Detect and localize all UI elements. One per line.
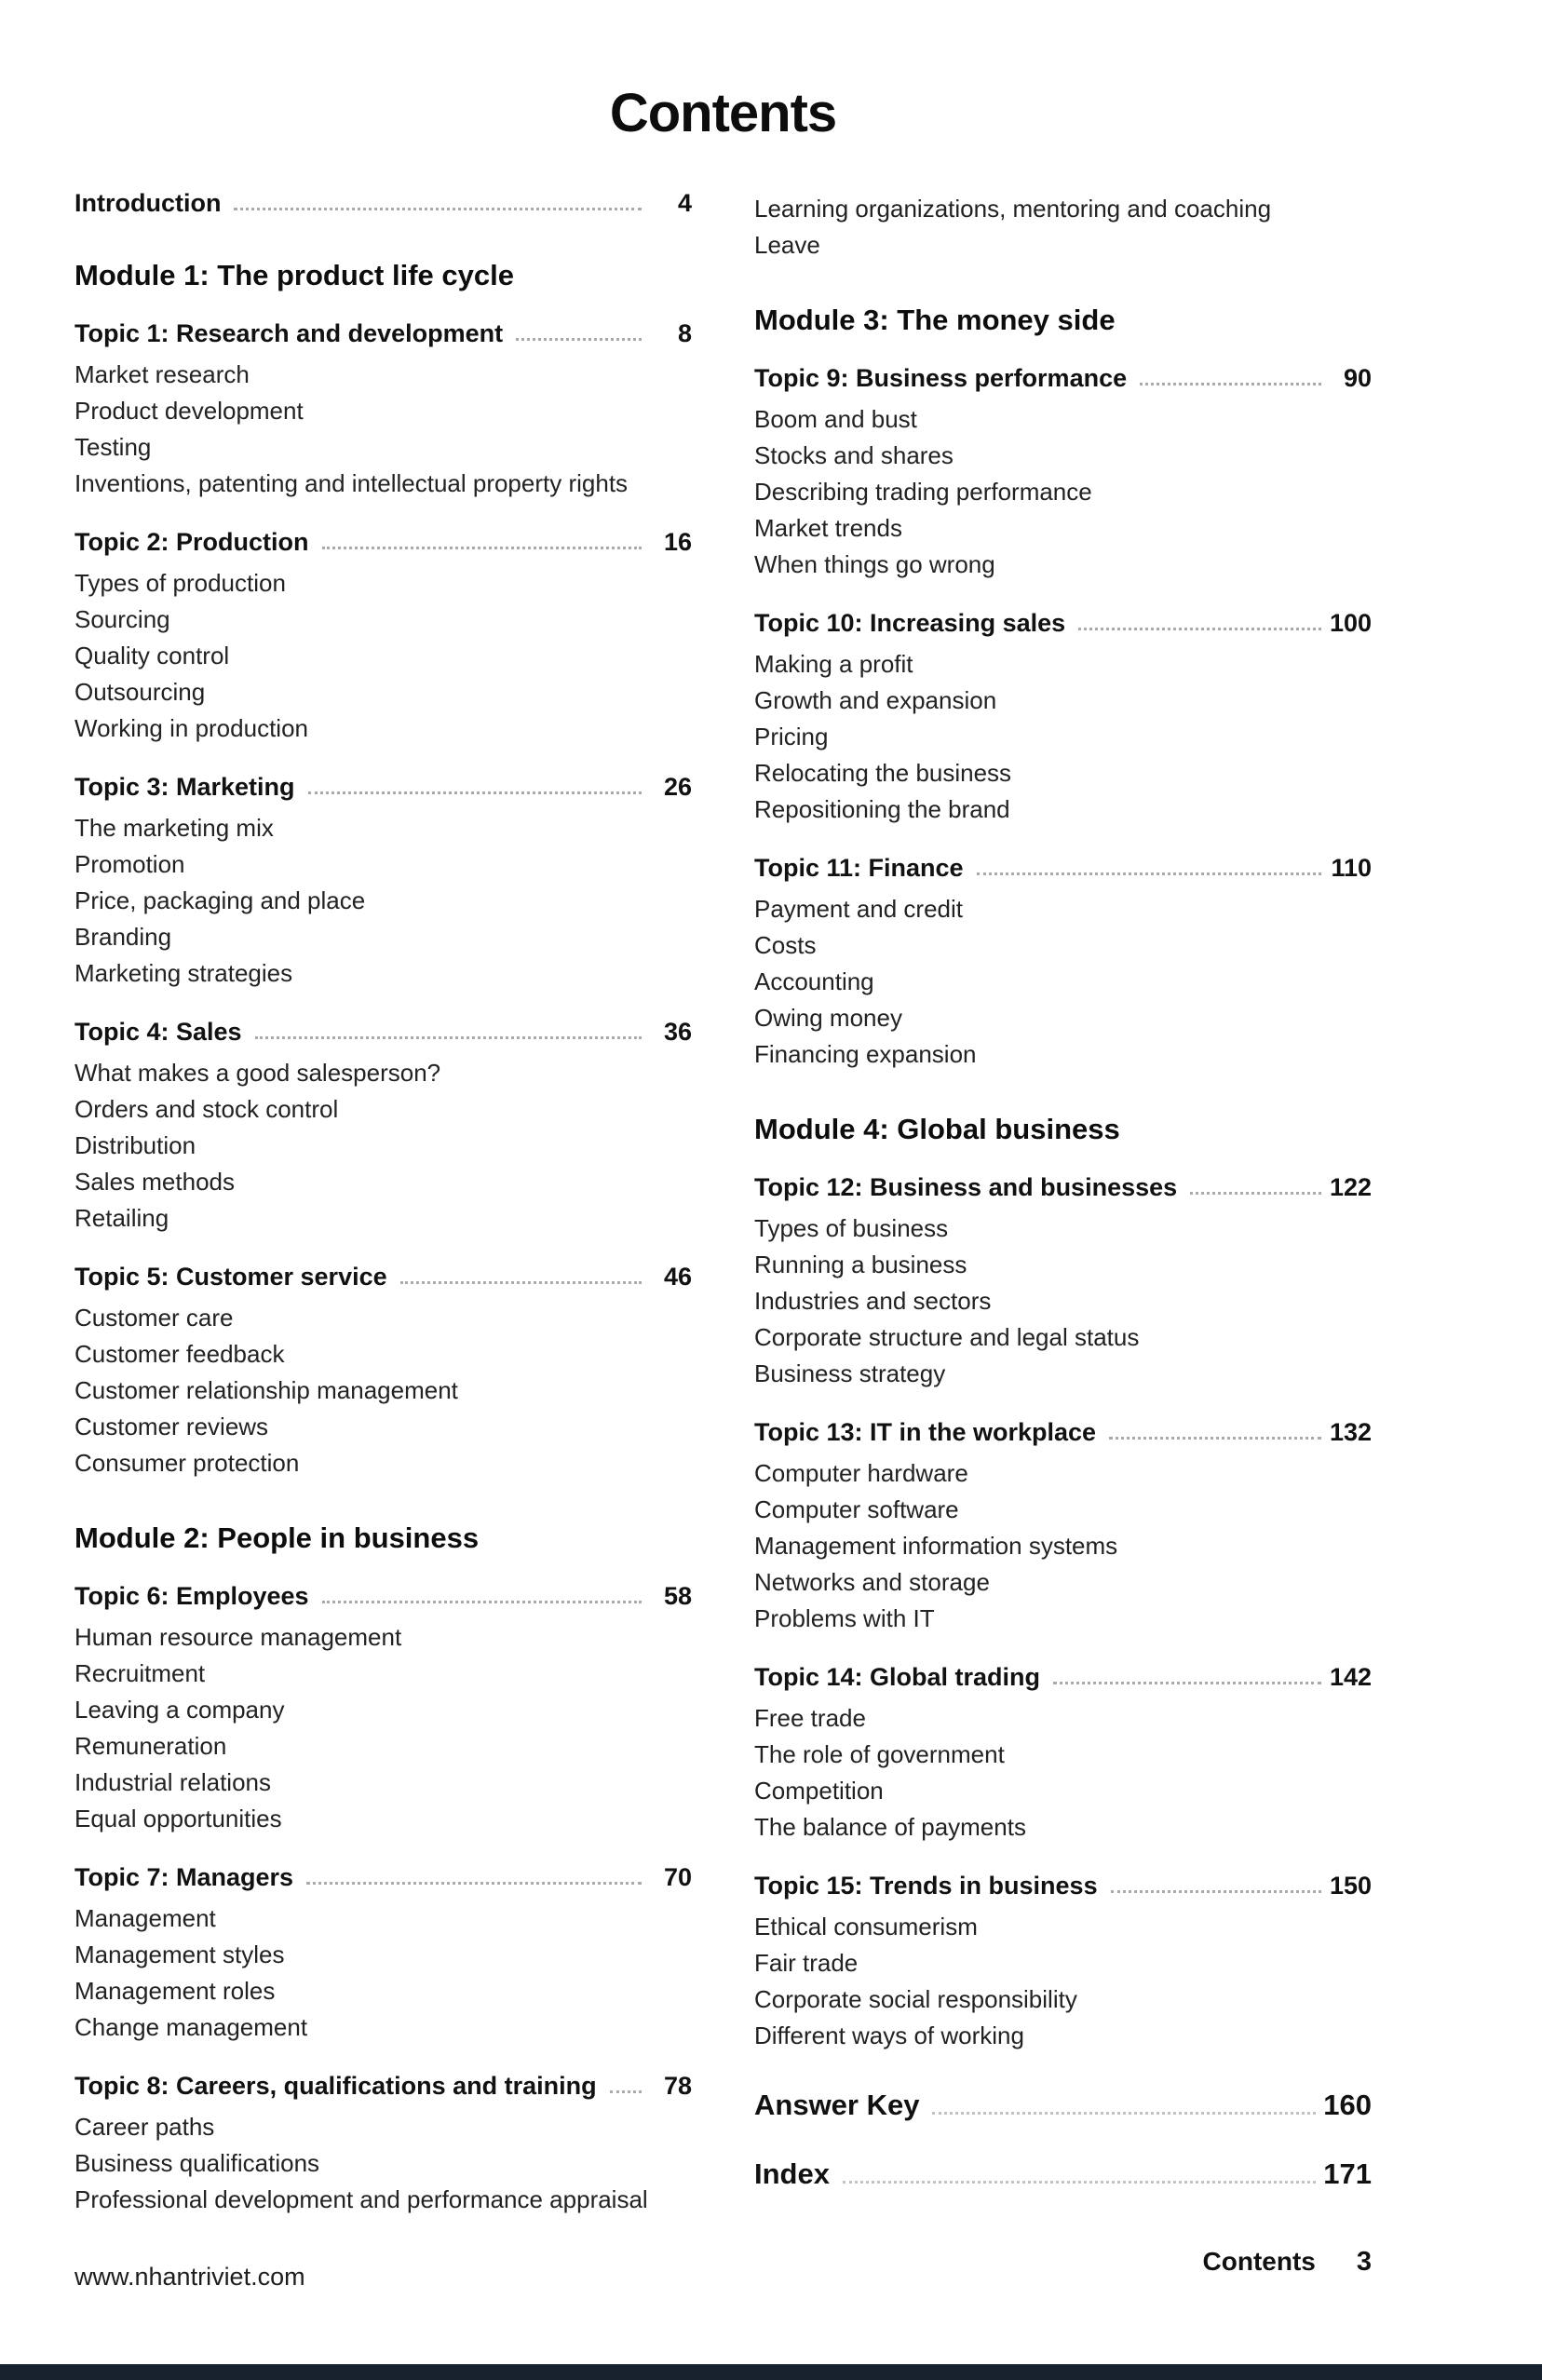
subtopic-item: What makes a good salesperson? xyxy=(74,1059,441,1087)
page-number: 78 xyxy=(663,2072,692,2100)
toc-entry-row xyxy=(74,1861,692,1893)
footer-page-number: 3 xyxy=(1356,2247,1372,2277)
subtopic-item: Change management xyxy=(74,2013,308,2041)
toc-entry-label: Topic 3: Marketing xyxy=(74,773,295,801)
subtopic-item: Payment and credit xyxy=(754,895,964,923)
subtopic-list xyxy=(754,1909,1372,2054)
subtopic-list xyxy=(74,1900,692,2046)
subtopic-item: Relocating the business xyxy=(754,759,1012,787)
toc-entry-label: Topic 15: Trends in business xyxy=(754,1872,1098,1900)
subtopic-item: Inventions, patenting and intellectual property rights xyxy=(74,469,629,497)
toc-entry-label: Topic 8: Careers, qualifications and training xyxy=(74,2072,597,2100)
subtopic-item: Industries and sectors xyxy=(754,1287,992,1315)
subtopic-item: Sourcing xyxy=(74,605,170,633)
dotted-leader xyxy=(306,1882,642,1885)
page-number: 171 xyxy=(1323,2157,1372,2190)
toc-entry-row xyxy=(754,607,1372,639)
subtopic-list xyxy=(754,1455,1372,1637)
toc-entry-label: Topic 10: Increasing sales xyxy=(754,609,1066,637)
subtopic-item: Business strategy xyxy=(754,1359,946,1387)
page-number: 160 xyxy=(1323,2089,1372,2121)
toc-entry-label: Topic 12: Business and businesses xyxy=(754,1173,1178,1201)
subtopic-item: Sales methods xyxy=(74,1168,235,1196)
subtopic-item: Describing trading performance xyxy=(754,478,1092,506)
subtopic-item: Making a profit xyxy=(754,650,913,678)
module-heading: Module 4: Global business xyxy=(754,1113,1120,1145)
subtopic-item: Promotion xyxy=(74,850,185,878)
subtopic-item: Management roles xyxy=(74,1977,276,2005)
subtopic-list xyxy=(754,646,1372,828)
toc-entry-row xyxy=(74,1016,692,1048)
module-heading: Module 1: The product life cycle xyxy=(74,259,514,291)
toc-entry-label: Topic 6: Employees xyxy=(74,1582,309,1610)
toc-entry-row xyxy=(74,187,692,219)
subtopic-item: Management styles xyxy=(74,1941,285,1968)
subtopic-item: Computer hardware xyxy=(754,1459,968,1487)
dotted-leader xyxy=(400,1281,642,1284)
subtopic-item: Fair trade xyxy=(754,1949,859,1977)
page-number: 100 xyxy=(1329,609,1372,637)
toc-entry-row xyxy=(74,771,692,803)
subtopic-item: Customer relationship management xyxy=(74,1376,458,1404)
dotted-leader xyxy=(932,2112,1316,2115)
toc-entry-row xyxy=(754,1171,1372,1203)
dotted-leader xyxy=(843,2181,1316,2184)
subtopic-item: Consumer protection xyxy=(74,1449,300,1477)
dotted-leader xyxy=(1078,628,1321,630)
subtopic-item: The marketing mix xyxy=(74,814,274,842)
toc-column-right xyxy=(754,169,1372,2192)
subtopic-item: Management xyxy=(74,1904,216,1932)
dotted-leader xyxy=(322,1601,642,1603)
subtopic-item: Customer care xyxy=(74,1304,234,1332)
subtopic-list xyxy=(754,891,1372,1073)
dotted-leader xyxy=(1109,1437,1321,1440)
toc-entry-label: Topic 5: Customer service xyxy=(74,1263,387,1291)
page-number: 16 xyxy=(663,528,692,556)
subtopic-item: Orders and stock control xyxy=(74,1095,339,1123)
subtopic-list xyxy=(754,1210,1372,1392)
toc-entry-label: Topic 13: IT in the workplace xyxy=(754,1418,1097,1446)
subtopic-item: Equal opportunities xyxy=(74,1805,282,1832)
toc-entry-label: Topic 4: Sales xyxy=(74,1018,242,1046)
toc-column-left xyxy=(74,169,692,2218)
subtopic-item: Retailing xyxy=(74,1204,169,1232)
dotted-leader xyxy=(234,208,642,210)
subtopic-item: Business qualifications xyxy=(74,2149,320,2177)
module-heading: Module 2: People in business xyxy=(74,1521,480,1554)
page-number: 132 xyxy=(1329,1418,1372,1446)
toc-entry-label: Introduction xyxy=(74,189,222,217)
subtopic-list xyxy=(74,2109,692,2218)
toc-entry-label: Topic 14: Global trading xyxy=(754,1663,1041,1691)
toc-entry-label: Topic 9: Business performance xyxy=(754,364,1128,392)
subtopic-item: Market research xyxy=(74,360,250,388)
toc-entry-row xyxy=(754,2088,1372,2123)
subtopic-item: Outsourcing xyxy=(74,678,206,706)
subtopic-item: Growth and expansion xyxy=(754,686,997,714)
subtopic-item: Running a business xyxy=(754,1251,967,1278)
toc-columns xyxy=(74,169,1372,2218)
subtopic-item: Customer reviews xyxy=(74,1413,269,1440)
toc-entry-label: Answer Key xyxy=(754,2089,920,2121)
page-number: 26 xyxy=(663,773,692,801)
subtopic-item: Remuneration xyxy=(74,1732,227,1760)
subtopic-item: When things go wrong xyxy=(754,550,995,578)
subtopic-item: Types of business xyxy=(754,1214,949,1242)
subtopic-item: Accounting xyxy=(754,967,874,995)
subtopic-item: Boom and bust xyxy=(754,405,917,433)
toc-entry-label: Topic 11: Finance xyxy=(754,854,964,882)
toc-entry-row xyxy=(754,852,1372,884)
toc-entry-row xyxy=(754,1870,1372,1901)
subtopic-item: Working in production xyxy=(74,714,308,742)
subtopic-item: Marketing strategies xyxy=(74,959,293,987)
dotted-leader xyxy=(255,1036,642,1039)
subtopic-item: Corporate social responsibility xyxy=(754,1985,1077,2013)
subtopic-item: Professional development and performance appraisal xyxy=(74,2185,648,2213)
toc-entry-row xyxy=(74,318,692,349)
subtopic-list xyxy=(74,565,692,747)
subtopic-item: Repositioning the brand xyxy=(754,795,1010,823)
page-number: 46 xyxy=(663,1263,692,1291)
subtopic-item: Learning organizations, mentoring and coaching xyxy=(754,195,1272,223)
toc-entry-label: Topic 7: Managers xyxy=(74,1863,294,1891)
subtopic-item: Networks and storage xyxy=(754,1568,990,1596)
subtopic-item: Different ways of working xyxy=(754,2022,1024,2049)
footer-website-url: www.nhantriviet.com xyxy=(74,2263,305,2291)
dotted-leader xyxy=(1190,1192,1321,1195)
subtopic-item: Distribution xyxy=(74,1131,196,1159)
subtopic-list xyxy=(754,191,1372,264)
subtopic-item: Market trends xyxy=(754,514,902,542)
bottom-color-bar xyxy=(0,2364,1542,2380)
subtopic-list xyxy=(754,1700,1372,1846)
subtopic-item: Branding xyxy=(74,923,172,951)
subtopic-item: Free trade xyxy=(754,1704,866,1732)
subtopic-item: The balance of payments xyxy=(754,1813,1026,1841)
footer-page-info xyxy=(1203,2247,1372,2278)
dotted-leader xyxy=(977,872,1321,875)
subtopic-item: Human resource management xyxy=(74,1623,402,1651)
page-number: 90 xyxy=(1343,364,1372,392)
toc-entry-row xyxy=(754,362,1372,394)
footer-section-label: Contents xyxy=(1202,2247,1316,2276)
subtopic-item: Testing xyxy=(74,433,152,461)
page-number: 150 xyxy=(1329,1872,1372,1900)
dotted-leader xyxy=(308,791,642,794)
subtopic-list xyxy=(74,810,692,992)
page-number: 70 xyxy=(663,1863,692,1891)
subtopic-item: Customer feedback xyxy=(74,1340,285,1368)
toc-entry-row xyxy=(754,1416,1372,1448)
page-title: Contents xyxy=(609,83,837,143)
subtopic-item: Industrial relations xyxy=(74,1768,271,1796)
dotted-leader xyxy=(516,338,642,341)
page-number: 110 xyxy=(1331,854,1372,882)
page-number: 8 xyxy=(677,319,692,347)
toc-entry-row xyxy=(74,1580,692,1612)
dotted-leader xyxy=(1053,1682,1321,1684)
subtopic-item: Leaving a company xyxy=(74,1696,285,1724)
subtopic-item: Stocks and shares xyxy=(754,441,954,469)
subtopic-item: Career paths xyxy=(74,2113,215,2141)
page-number: 58 xyxy=(663,1582,692,1610)
subtopic-item: The role of government xyxy=(754,1740,1005,1768)
subtopic-item: Financing expansion xyxy=(754,1040,977,1068)
page-number: 36 xyxy=(663,1018,692,1046)
dotted-leader xyxy=(610,2090,642,2093)
toc-entry-row xyxy=(754,1661,1372,1693)
subtopic-list xyxy=(74,1300,692,1481)
subtopic-item: Corporate structure and legal status xyxy=(754,1323,1140,1351)
subtopic-item: Management information systems xyxy=(754,1532,1118,1560)
toc-entry-label: Topic 1: Research and development xyxy=(74,319,504,347)
subtopic-list xyxy=(74,1055,692,1237)
subtopic-item: Price, packaging and place xyxy=(74,886,366,914)
subtopic-item: Owing money xyxy=(754,1004,902,1032)
page-number: 122 xyxy=(1329,1173,1372,1201)
subtopic-item: Pricing xyxy=(754,723,829,751)
page-number: 4 xyxy=(677,189,692,217)
subtopic-item: Costs xyxy=(754,931,817,959)
subtopic-item: Types of production xyxy=(74,569,286,597)
subtopic-item: Ethical consumerism xyxy=(754,1913,978,1941)
subtopic-item: Leave xyxy=(754,231,820,259)
subtopic-item: Product development xyxy=(74,397,304,425)
dotted-leader xyxy=(322,547,642,549)
subtopic-list xyxy=(754,401,1372,583)
subtopic-item: Recruitment xyxy=(74,1659,206,1687)
toc-entry-label: Topic 2: Production xyxy=(74,528,309,556)
subtopic-item: Problems with IT xyxy=(754,1604,935,1632)
subtopic-item: Quality control xyxy=(74,642,230,669)
toc-entry-row xyxy=(74,1261,692,1292)
subtopic-list xyxy=(74,1619,692,1837)
toc-entry-row xyxy=(74,526,692,558)
module-heading: Module 3: The money side xyxy=(754,304,1116,336)
toc-entry-row xyxy=(74,2070,692,2102)
dotted-leader xyxy=(1111,1890,1321,1893)
subtopic-list xyxy=(74,357,692,502)
dotted-leader xyxy=(1140,383,1321,385)
subtopic-item: Competition xyxy=(754,1777,884,1805)
toc-entry-label: Index xyxy=(754,2157,830,2190)
toc-entry-row xyxy=(754,2157,1372,2192)
page-number: 142 xyxy=(1329,1663,1372,1691)
subtopic-item: Computer software xyxy=(754,1495,959,1523)
